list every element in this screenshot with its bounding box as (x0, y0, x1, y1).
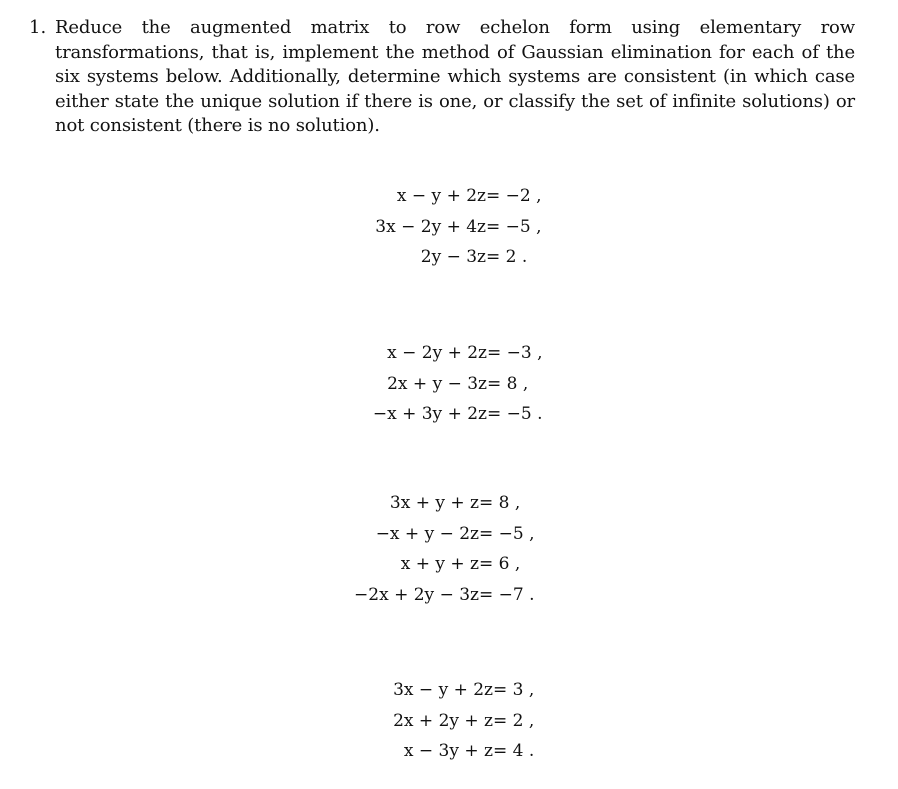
equation-row (329, 549, 535, 580)
equation-lhs: −2x + 2y − 3z (354, 584, 479, 605)
equation-row (343, 675, 534, 706)
equation-lhs: x − 2y + 2z (387, 343, 487, 363)
equation-row (336, 212, 542, 243)
equation-row (329, 519, 535, 550)
equation-lhs: 2x + y − 3z (387, 373, 487, 394)
equation-row (336, 181, 542, 212)
equation-row (343, 706, 534, 737)
equation-system-1 (0, 181, 898, 273)
equation-rhs: = −5 , (486, 216, 542, 237)
equation-rhs: = 6 , (479, 554, 521, 574)
equation-rhs: = −5 , (479, 523, 535, 544)
equation-row (336, 242, 542, 273)
equation-rhs: = −5 . (487, 404, 543, 424)
problem-text: Reduce the augmented matrix to row echelon form using elementary row transformations, that is, implement the method of Gaussian elimination for each of the six systems below. Additionally, determine which systems are consistent (in which case either state the unique solution if there is one, or classify the set of infinite solutions) or not consistent (there is no solution). (55, 17, 855, 137)
equation-lhs: 2x + 2y + z (393, 710, 493, 731)
equation-rhs: = 8 , (487, 373, 529, 394)
equation-system-3 (0, 488, 898, 610)
equation-rhs: = −7 . (479, 584, 535, 605)
equation-lhs: x − y + 2z (396, 186, 486, 206)
equation-lhs: x − 3y + z (403, 741, 493, 761)
equation-rhs: = −2 , (486, 186, 542, 206)
equation-row (337, 338, 543, 369)
equation-rhs: = 2 . (486, 247, 528, 267)
equation-lhs: 3x + y + z (389, 493, 479, 513)
equation-system-2 (0, 338, 898, 430)
equation-row (329, 488, 535, 519)
equation-rhs: = 8 , (479, 493, 521, 513)
problem-statement (29, 16, 855, 139)
problem-number: 1. (29, 17, 47, 38)
equation-rhs: = 4 . (493, 741, 535, 761)
equation-lhs: 2y − 3z (420, 247, 486, 267)
equation-rhs: = 3 , (493, 680, 535, 700)
equation-lhs: 3x − y + 2z (393, 680, 493, 700)
equation-row (343, 736, 534, 767)
equation-lhs: −x + y − 2z (375, 523, 479, 544)
equation-row (329, 580, 535, 611)
equation-lhs: −x + 3y + 2z (372, 404, 487, 424)
equation-system-4 (0, 675, 898, 767)
equation-lhs: x + y + z (400, 554, 479, 574)
equation-rhs: = 2 , (493, 710, 535, 731)
equation-row (337, 369, 543, 400)
equation-rhs: = −3 , (487, 343, 543, 363)
equation-row (337, 399, 543, 430)
equation-lhs: 3x − 2y + 4z (375, 216, 486, 237)
